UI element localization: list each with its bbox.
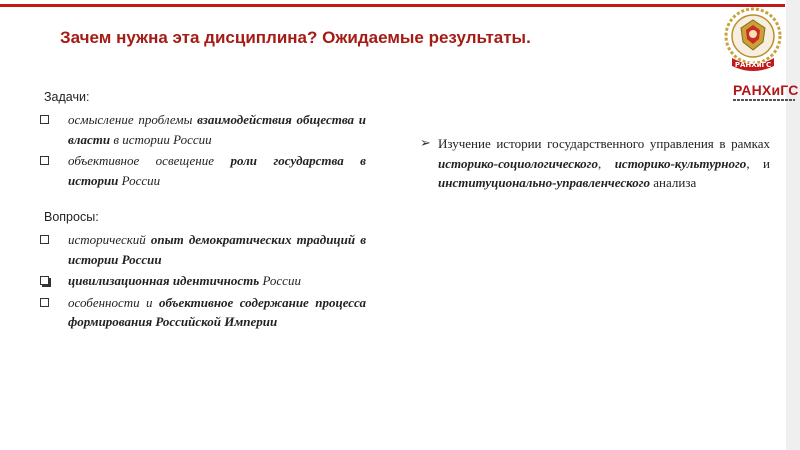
tasks-list: [40, 110, 366, 190]
outcome-text: , и: [746, 155, 770, 171]
list-item: [40, 110, 366, 149]
list-item: [40, 230, 366, 269]
outcome-text: анализа: [650, 175, 697, 190]
outcome-bold-text: историко-социологического: [438, 155, 598, 171]
brand-label: РАНХиГС: [733, 82, 799, 98]
list-item: [40, 293, 366, 332]
tasks-heading: Задачи:: [44, 90, 90, 104]
item-bold-text: цивилизационная идентичность: [68, 273, 260, 288]
list-item: [420, 134, 770, 193]
list-item: [40, 271, 366, 291]
item-bold-text: объективное содержание процесса формирования Российской Империи: [68, 294, 366, 329]
item-text: России: [259, 273, 301, 288]
item-text: объективное освещение: [68, 153, 231, 168]
questions-heading: Вопросы:: [44, 210, 99, 224]
item-text: особенности и: [68, 294, 159, 310]
right-column: [420, 134, 770, 193]
item-bold-text: взаимодействия общества и власти: [68, 112, 366, 147]
item-text: России: [118, 172, 161, 188]
outcome-bold-text: институционально-управленческого: [438, 175, 651, 190]
arrow-bullet-icon: ➢: [420, 136, 431, 151]
item-text: в истории России: [110, 131, 212, 147]
questions-list: [40, 230, 366, 332]
left-column: [40, 88, 366, 334]
checkbox-bullet-icon: [40, 298, 49, 307]
logo-ribbon-text: РАНХиГС: [734, 61, 772, 69]
checkbox-bullet-icon: [40, 156, 49, 165]
brand-underline: [733, 99, 795, 101]
top-accent-bar: [0, 4, 785, 7]
outcome-list: [420, 134, 770, 193]
item-text: осмысление проблемы: [68, 112, 198, 127]
item-bold-text: опыт демократических традиций в истории России: [68, 232, 366, 267]
ranepa-emblem-icon: [722, 6, 784, 78]
item-text: исторический: [68, 232, 151, 247]
checkbox-bullet-icon: [40, 235, 49, 244]
slide-title: Зачем нужна эта дисциплина? Ожидаемые результаты.: [60, 28, 531, 47]
item-bold-text: роли государства в истории: [68, 153, 366, 188]
outcome-bold-text: историко-культурного: [614, 155, 747, 171]
checkbox-bullet-icon: [40, 115, 49, 124]
right-edge-strip: [786, 0, 800, 450]
outcome-text: Изучение истории государственного управления в рамках: [438, 136, 770, 151]
checkbox-bullet-icon: [40, 276, 49, 285]
outcome-text: ,: [597, 155, 615, 171]
list-item: [40, 151, 366, 190]
